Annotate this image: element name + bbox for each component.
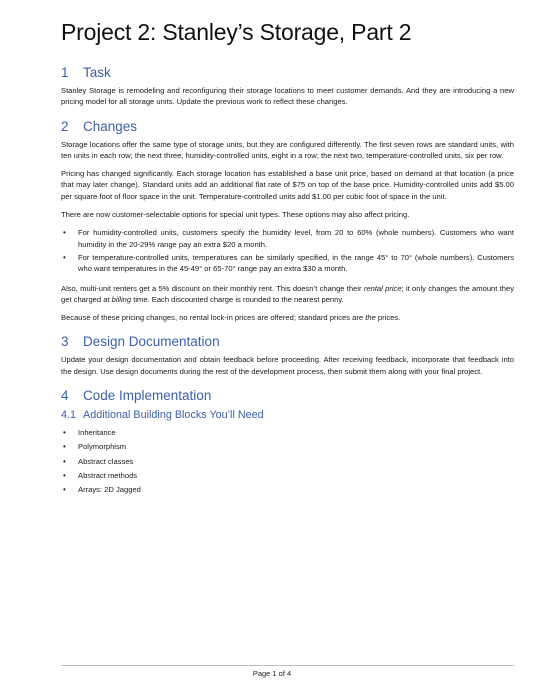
bullet-icon: • [63, 456, 66, 466]
paragraph: Pricing has changed significantly. Each storage location has established a base unit price, based on demand at that location (a price that may later change). Standard units add an additional flat rate of $75 on top of the base price. Humidity-controlled units add $5.00 per square foot of floor space in the unit. Temperature-controlled units add $1.00 per cubic foot of space in the unit. [61, 169, 514, 201]
footer-divider [61, 665, 514, 666]
bullet-list [61, 427, 514, 495]
section-changes [61, 118, 514, 324]
section-number: 1 [61, 65, 69, 80]
bullet-icon: • [63, 228, 66, 238]
text-run: ; it only changes the amount they get charged at [61, 283, 514, 304]
text-run: prices. [375, 313, 401, 323]
list-item-text: Inheritance [78, 428, 116, 438]
list-item [61, 427, 514, 438]
text-run: Because of these pricing changes, no rental lock-in prices are offered; standard prices are [61, 313, 366, 323]
paragraph: Update your design documentation and obtain feedback before proceeding. After receiving feedback, incorporate that feedback into the design. Use design documents during the rest of the development process, then submit them along with your final project. [61, 355, 514, 376]
paragraph [61, 283, 514, 306]
section-heading [61, 118, 514, 135]
list-item [61, 456, 514, 467]
section-task [61, 64, 514, 108]
section-heading [61, 387, 514, 404]
subsection-number: 4.1 [61, 409, 77, 422]
paragraph: Storage locations offer the same type of storage units, but they are configured differently. The first seven rows are standard units, with ten units in each row; the next three, humidity-controlled units, eight in a row; the next two, temperature-controlled units, six per row. [61, 139, 514, 160]
list-item-text: For temperature-controlled units, temperatures can be similarly specified, in the range 45° to 70° (whole numbers). Customers who want temperatures in the 45-49° or 65-70° range pay an extra $30 a month. [78, 252, 514, 274]
subsection-title: Additional Building Blocks You’ll Need [83, 409, 264, 422]
section-title: Changes [83, 118, 138, 134]
section-title: Code Implementation [83, 388, 212, 404]
list-item-text: Polymorphism [78, 442, 127, 452]
page-title: Project 2: Stanley’s Storage, Part 2 [61, 19, 412, 45]
section-heading [61, 333, 514, 350]
paragraph: There are now customer-selectable options for special unit types. These options may also affect pricing. [61, 210, 410, 220]
list-item [61, 484, 514, 495]
section-number: 3 [61, 334, 69, 350]
page-content [61, 18, 514, 506]
list-item [61, 470, 514, 481]
list-item-text: Arrays: 2D Jagged [78, 485, 141, 495]
bullet-icon: • [63, 485, 66, 495]
list-item [61, 252, 514, 275]
emphasis: the [365, 313, 376, 323]
emphasis: rental price [363, 283, 402, 293]
section-title: Design Documentation [83, 334, 220, 350]
section-number: 2 [61, 118, 69, 134]
section-title: Task [83, 65, 111, 80]
text-run: Also, multi-unit renters get a 5% discount on their monthly rent. This doesn’t change their [61, 283, 364, 293]
bullet-icon: • [63, 470, 66, 480]
emphasis: billing [111, 294, 132, 304]
list-item-text: For humidity-controlled units, customers specify the humidity level, from 20 to 60% (whole numbers). Customers who want humidity in the 20-29% range pay an extra $20 a month. [78, 228, 514, 249]
bullet-list [61, 227, 514, 274]
section-design [61, 333, 514, 377]
section-number: 4 [61, 388, 69, 404]
section-code [61, 387, 514, 495]
list-item [61, 441, 514, 452]
text-run: time. Each discounted charge is rounded to the nearest penny. [131, 294, 344, 304]
section-heading [61, 64, 514, 81]
paragraph: Stanley Storage is remodeling and reconfiguring their storage locations to meet customer demands. And they are introducing a new pricing model for all storage units. Update the previous work to reflect these changes. [61, 86, 514, 107]
list-item-text: Abstract methods [78, 470, 138, 480]
page-footer: Page 1 of 4 [252, 669, 292, 678]
list-item [61, 227, 514, 250]
list-item-text: Abstract classes [78, 456, 134, 466]
bullet-icon: • [63, 252, 66, 262]
bullet-icon: • [63, 428, 66, 438]
paragraph [61, 312, 514, 323]
bullet-icon: • [63, 442, 66, 452]
subsection-heading [61, 408, 514, 422]
